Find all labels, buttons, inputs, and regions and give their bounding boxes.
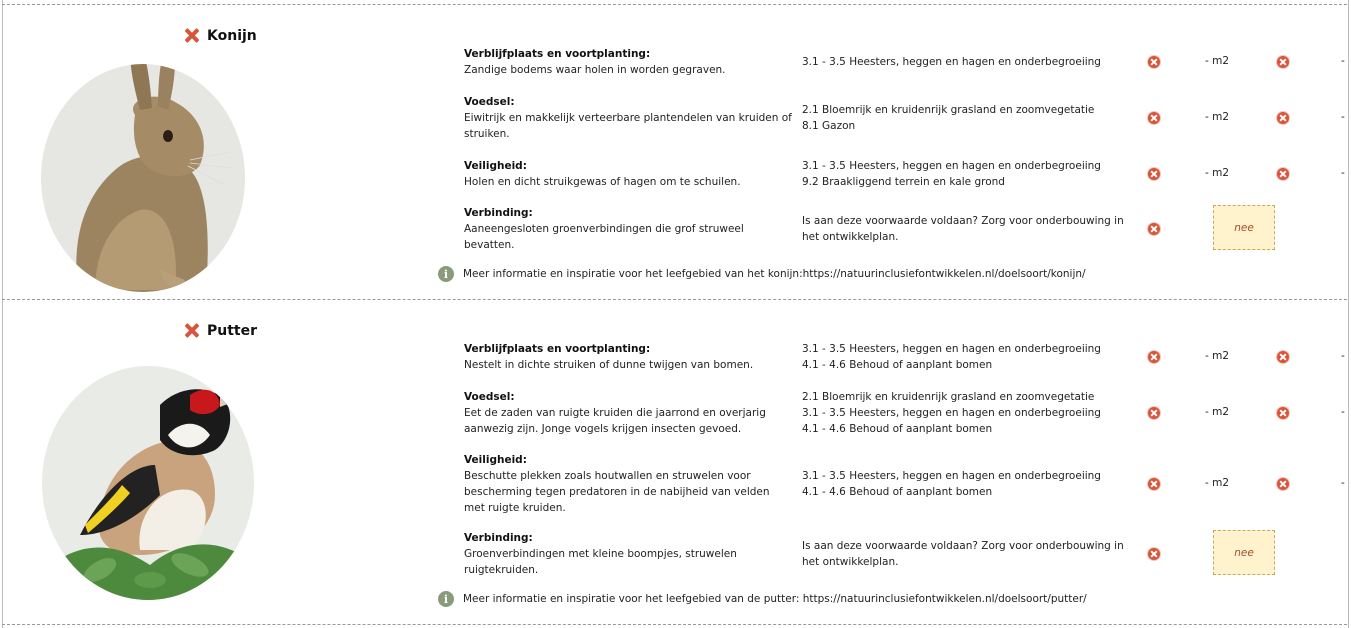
habitat-types: 3.1 - 3.5 Heesters, heggen en hagen en onderbegroeiing 4.1 - 4.6 Behoud of aanplant bomen [802, 343, 1101, 371]
x-circle-icon[interactable] [1148, 223, 1160, 235]
habitat-types: 3.1 - 3.5 Heesters, heggen en hagen en onderbegroeiing 4.1 - 4.6 Behoud of aanplant bomen [802, 470, 1101, 498]
requirement-row [464, 205, 794, 253]
requirement-description: Holen en dicht struikgewas of hagen om te schuilen. [464, 176, 741, 188]
answer-field[interactable]: nee [1213, 205, 1275, 250]
x-circle-icon[interactable] [1277, 351, 1289, 363]
end-value: - [1341, 406, 1345, 418]
requirement-label: Verbinding: [464, 207, 533, 219]
x-circle-icon[interactable] [1148, 548, 1160, 560]
requirement-description: Zandige bodems waar holen in worden gegraven. [464, 64, 726, 76]
requirement-description: Beschutte plekken zoals houtwallen en struwelen voor bescherming tegen predatoren in de nabijheid van velden met ruigte kruiden. [464, 470, 770, 514]
info-line [438, 591, 1087, 607]
separator-top [2, 4, 1347, 5]
end-value: - [1341, 477, 1345, 489]
area-value: - m2 [1205, 55, 1230, 67]
close-icon[interactable] [183, 322, 200, 339]
end-value: - [1341, 167, 1345, 179]
requirement-label: Veiligheid: [464, 454, 527, 466]
x-circle-icon[interactable] [1148, 56, 1160, 68]
x-circle-icon[interactable] [1277, 478, 1289, 490]
requirement-label: Verblijfplaats en voortplanting: [464, 343, 651, 355]
separator-bottom [2, 624, 1347, 625]
habitat-types: 2.1 Bloemrijk en kruidenrijk grasland en zoomvegetatie 8.1 Gazon [802, 104, 1095, 132]
requirement-label: Voedsel: [464, 96, 515, 108]
condition-question: Is aan deze voorwaarde voldaan? Zorg voor onderbouwing in het ontwikkelplan. [802, 215, 1124, 243]
requirement-row [464, 389, 794, 437]
info-line [438, 266, 1086, 282]
requirement-row [464, 158, 794, 190]
info-text[interactable]: Meer informatie en inspiratie voor het leefgebied van het konijn:https://natuurinclusiefontwikkelen.nl/doelsoort/konijn/ [463, 268, 1086, 280]
x-circle-icon[interactable] [1277, 407, 1289, 419]
area-value: - m2 [1205, 167, 1230, 179]
end-value: - [1341, 350, 1345, 362]
requirement-row [464, 94, 794, 142]
info-icon: i [438, 591, 454, 607]
x-circle-icon[interactable] [1277, 112, 1289, 124]
x-circle-icon[interactable] [1148, 478, 1160, 490]
goldfinch-photo [40, 365, 256, 605]
requirement-label: Veiligheid: [464, 160, 527, 172]
area-value: - m2 [1205, 406, 1230, 418]
requirement-row [464, 46, 794, 78]
info-text[interactable]: Meer informatie en inspiratie voor het leefgebied van de putter: https://natuurinclusiefontwikkelen.nl/doelsoort/putter/ [463, 593, 1087, 605]
species-title [183, 322, 257, 339]
requirement-row [464, 341, 794, 373]
habitat-types: 3.1 - 3.5 Heesters, heggen en hagen en onderbegroeiing 9.2 Braakliggend terrein en kale grond [802, 160, 1101, 188]
x-circle-icon[interactable] [1148, 112, 1160, 124]
requirement-row [464, 530, 764, 578]
requirement-description: Eet de zaden van ruigte kruiden die jaarrond en overjarig aanwezig zijn. Jonge vogels krijgen insecten gevoed. [464, 407, 766, 435]
requirement-label: Verblijfplaats en voortplanting: [464, 48, 651, 60]
area-value: - m2 [1205, 477, 1230, 489]
requirement-label: Verbinding: [464, 532, 533, 544]
requirement-description: Aaneengesloten groenverbindingen die grof struweel bevatten. [464, 223, 744, 251]
x-circle-icon[interactable] [1148, 407, 1160, 419]
area-value: - m2 [1205, 350, 1230, 362]
end-value: - [1341, 55, 1345, 67]
x-circle-icon[interactable] [1148, 168, 1160, 180]
separator-middle [2, 299, 1347, 300]
rabbit-photo [40, 40, 250, 296]
species-name: Putter [207, 322, 258, 339]
requirement-description: Nestelt in dichte struiken of dunne twijgen van bomen. [464, 359, 754, 371]
condition-question: Is aan deze voorwaarde voldaan? Zorg voor onderbouwing in het ontwikkelplan. [802, 540, 1124, 568]
area-value: - m2 [1205, 111, 1230, 123]
info-icon: i [438, 266, 454, 282]
end-value: - [1341, 111, 1345, 123]
requirement-label: Voedsel: [464, 391, 515, 403]
species-name: Konijn [207, 27, 257, 44]
habitat-types: 2.1 Bloemrijk en kruidenrijk grasland en zoomvegetatie 3.1 - 3.5 Heesters, heggen en hagen en onderbegroeiing 4.1 - 4.6 Behoud of aanplant bomen [802, 391, 1101, 435]
requirement-description: Eiwitrijk en makkelijk verteerbare plantendelen van kruiden of struiken. [464, 112, 792, 140]
x-circle-icon[interactable] [1148, 351, 1160, 363]
requirement-description: Groenverbindingen met kleine boompjes, struwelen ruigtekruiden. [464, 548, 737, 576]
x-circle-icon[interactable] [1277, 168, 1289, 180]
habitat-types: 3.1 - 3.5 Heesters, heggen en hagen en onderbegroeiing [802, 56, 1101, 68]
x-circle-icon[interactable] [1277, 56, 1289, 68]
requirement-row [464, 452, 789, 516]
answer-field[interactable]: nee [1213, 530, 1275, 575]
